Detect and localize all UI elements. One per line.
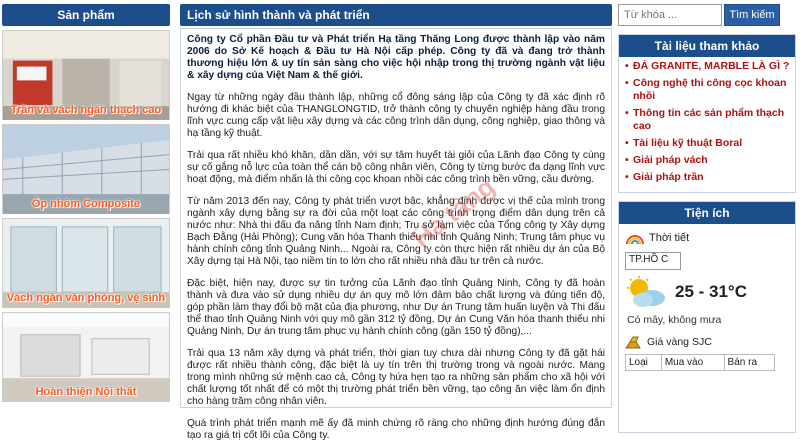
- product-sidebar: [0, 0, 172, 407]
- page-title: Lịch sử hình thành và phát triển: [180, 4, 612, 26]
- doc-link[interactable]: • Thông tin các sản phẩm thạch cao: [625, 107, 791, 133]
- search-button[interactable]: Tìm kiếm: [724, 4, 780, 26]
- utilities-title: Tiện ích: [619, 202, 795, 224]
- product-caption: Ốp nhôm Composite: [31, 198, 141, 210]
- article-paragraph: Từ năm 2013 đến nay, Công ty phát triển vượt bậc, khẳng định được vị thế của mình trong ngành xây dựng bằng sự ra đời của một loạt các công trình trọng điểm dân dụng trên cả nước như: Nhà thi đấu đa năng tỉnh Nam định; Trụ sở làm việc của Tổng công ty Xây dựng Bạch Đằng (Hải Phòng); Cung văn hóa Thanh thiếu nhi tỉnh Quảng Ninh; Trung tâm phục vụ hành chính công tỉnh Quảng Ninh... Ngoài ra, Công ty còn thực hiện rất nhiều dự án của Bộ Xây dựng tại Hà Nội, tạo niềm tin to lớn cho rất nhiều nhà đầu tư trên cả nước.: [187, 196, 605, 267]
- gold-col-sell: Bán ra: [724, 355, 774, 371]
- search-input[interactable]: [618, 4, 722, 26]
- product-caption: Hoàn thiện Nội thất: [35, 386, 137, 398]
- weather-temp-row: [625, 276, 789, 308]
- article-lead: Công ty Cổ phần Đầu tư và Phát triển Hạ tầng Thăng Long được thành lập vào năm 2006 do Sở Kế hoạch & Đầu tư Hà Nội cấp phép. Công ty đã và đang trở thành thương hiệu lớn & uy tín sản sàng cho việc hội nhập trong thị trường ngành vật liệu & xây dựng của Việt Nam & thế giới.: [187, 34, 605, 81]
- product-card-ceiling[interactable]: [2, 30, 170, 120]
- article-paragraph: Ngay từ những ngày đầu thành lập, những cổ đông sáng lập của Công ty đã xác định rõ hướng đi khác biệt của THANGLONGTID, trở thành công ty chuyên nghiệp hàng đầu trong lĩnh vực cung cấp vật liệu xây dựng và các công trình dân dụng, công nghiệp, giao thông và hạ tầng kỹ thuật.: [187, 92, 605, 139]
- watermark-logo: Hạ tầng: [406, 170, 501, 254]
- gold-label: Giá vàng SJC: [647, 336, 712, 348]
- article-paragraph: Quá trình phát triển mạnh mẽ ấy đã minh chứng rõ ràng cho những định hướng đúng đắn tạo ra giá trị cốt lõi của Công ty.: [187, 418, 605, 441]
- gold-bars-icon: [625, 334, 643, 350]
- weather-condition: Có mây, không mưa: [627, 314, 722, 326]
- article-paragraph: Đặc biệt, hiện nay, được sự tin tưởng của Lãnh đạo tỉnh Quảng Ninh, Công ty đã hoàn thành và đưa vào sử dụng nhiều dự án quy mô lớn đảm bảo chất lượng và đúng tiến độ, góp phần làm thay đổi bộ mặt của địa phương, như Dự án Trung tâm huấn luyện và Thi đấu thể thao tỉnh Quảng Ninh với quy mô gần 312 tỷ đồng, Dự án Cung Văn hóa thanh thiếu nhi Quảng Ninh, Dự án trung tâm phục vụ hành chính công (gần 150 tỷ đồng),...: [187, 278, 605, 337]
- docs-box: [618, 34, 796, 193]
- doc-link[interactable]: • Giải pháp vách: [625, 154, 791, 167]
- right-sidebar: [618, 0, 800, 407]
- doc-link[interactable]: • Công nghệ thi công cọc khoan nhồi: [625, 77, 791, 103]
- weather-label: Thời tiết: [649, 232, 690, 244]
- gold-col-buy: Mua vào: [661, 355, 724, 371]
- gold-header: [625, 334, 789, 350]
- docs-list: [619, 57, 795, 192]
- search-bar: [618, 4, 800, 26]
- gold-price-table: [625, 354, 775, 371]
- main-content: [180, 0, 612, 441]
- weather-header: [625, 230, 789, 246]
- product-card-composite[interactable]: [2, 124, 170, 214]
- doc-link[interactable]: • ĐÁ GRANITE, MARBLE LÀ GÌ ?: [625, 60, 791, 73]
- docs-title: Tài liệu tham khảo: [619, 35, 795, 57]
- product-card-partition[interactable]: [2, 218, 170, 308]
- product-caption: Trần và vách ngăn thạch cao: [10, 104, 162, 116]
- utilities-body: [619, 224, 795, 432]
- doc-link[interactable]: • Giải pháp trần: [625, 171, 791, 184]
- article-paragraph: Trải qua rất nhiều khó khăn, dần dần, với sự tâm huyết tài giỏi của Lãnh đạo Công ty cùng sự cố gắng nỗ lực của toàn thể cán bộ công nhân viên, Công ty từng bước đa dạng lĩnh vực hoạt động, mà điểm nhấn là thi công cọc khoan nhồi các công trình bền vững, cầu đường.: [187, 150, 605, 185]
- doc-link[interactable]: • Tài liệu kỹ thuật Boral: [625, 137, 791, 150]
- article-body: [180, 28, 612, 441]
- rainbow-icon: [625, 230, 645, 246]
- article-paragraph: Trải qua 13 năm xây dựng và phát triển, thời gian tuy chưa dài nhưng Công ty đã gặt hái được rất nhiều thành công, đặc biệt là uy tín trên thị trường trong và ngoài nước. Mang trong mình những sứ mệnh cao cả, Công ty hứa hẹn tạo ra những sản phẩm cho xã hội với chất lượng tốt nhất để có một thị trường phát triển bền vững, tạo công ăn việc làm ổn định cho hàng trăm công nhân viên.: [187, 348, 605, 407]
- city-select[interactable]: TP.HỒ C: [625, 252, 681, 270]
- product-sidebar-title: Sản phẩm: [2, 4, 170, 26]
- gold-col-type: Loại: [626, 355, 662, 371]
- product-card-interior[interactable]: [2, 312, 170, 402]
- product-caption: Vách ngăn văn phòng, vệ sinh: [6, 292, 166, 304]
- utilities-box: [618, 201, 796, 433]
- partly-cloudy-icon: [625, 276, 667, 308]
- temperature: 25 - 31°C: [675, 282, 748, 301]
